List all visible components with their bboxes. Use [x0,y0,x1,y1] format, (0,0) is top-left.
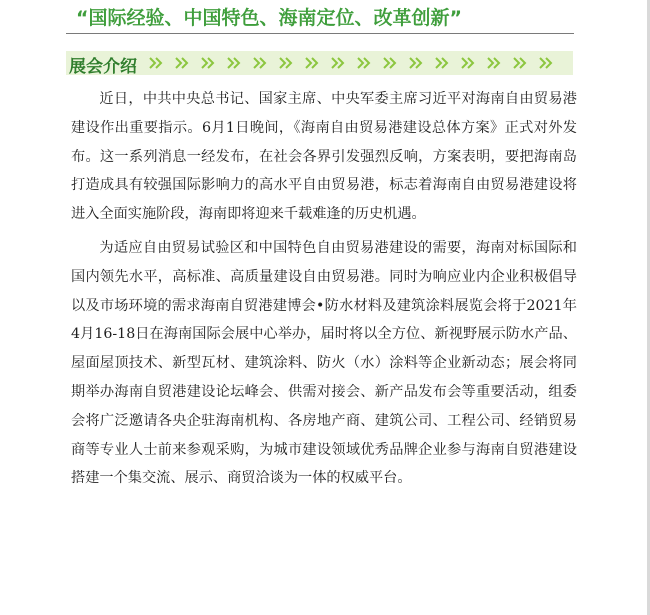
double-chevron-icon [224,54,250,72]
double-chevron-icon [484,54,510,72]
double-chevron-icon [406,54,432,72]
double-chevron-icon [302,54,328,72]
header-divider [66,33,574,34]
double-chevron-icon [250,54,276,72]
double-chevron-icon [458,54,484,72]
double-chevron-icon [276,54,302,72]
double-chevron-icon [432,54,458,72]
section-header-bar [66,51,573,75]
double-chevron-icon [172,54,198,72]
double-chevron-icon [146,54,172,72]
double-chevron-icon [510,54,536,72]
double-chevron-icon [380,54,406,72]
paragraph-2: 为适应自由贸易试验区和中国特色自由贸易港建设的需要，海南对标国际和国内领先水平，高标准、高质量建设自由贸易港。同时为响应业内企业积极倡导以及市场环境的需求海南自贸港建博会•防水材料及建筑涂料展览会将于2021年4月16-18日在海南国际会展中心举办，届时将以全方位、新视野展示防水产品、屋面屋顶技术、新型瓦材、建筑涂料、防火（水）涂料等企业新动态；展会将同期举办海南自贸港建设论坛峰会、供需对接会、新产品发布会等重要活动，组委会将广泛邀请各央企驻海南机构、各房地产商、建筑公司、工程公司、经销贸易商等专业人士前来参观采购，为城市建设领域优秀品牌企业参与海南自贸港建设搭建一个集交流、展示、商贸洽谈为一体的权威平台。 [71,239,577,487]
double-chevron-icon [354,54,380,72]
double-chevron-icon [328,54,354,72]
paragraph-1: 近日，中共中央总书记、国家主席、中央军委主席习近平对海南自由贸易港建设作出重要指示。6月1日晚间，《海南自由贸易港建设总体方案》正式对外发布。这一系列消息一经发布，在社会各界引发强烈反响，方案表明，要把海南岛打造成具有较强国际影响力的高水平自由贸易港，标志着海南自由贸易港建设将进入全面实施阶段，海南即将迎来千载难逢的历史机遇。 [71,91,577,223]
section-title: 展会介绍 [69,57,137,77]
article-body [71,85,577,498]
double-chevron-icon [198,54,224,72]
double-chevron-icon [536,54,562,72]
chevron-decoration [146,54,569,72]
slogan-heading: “国际经验、中国特色、海南定位、改革创新” [76,7,462,29]
